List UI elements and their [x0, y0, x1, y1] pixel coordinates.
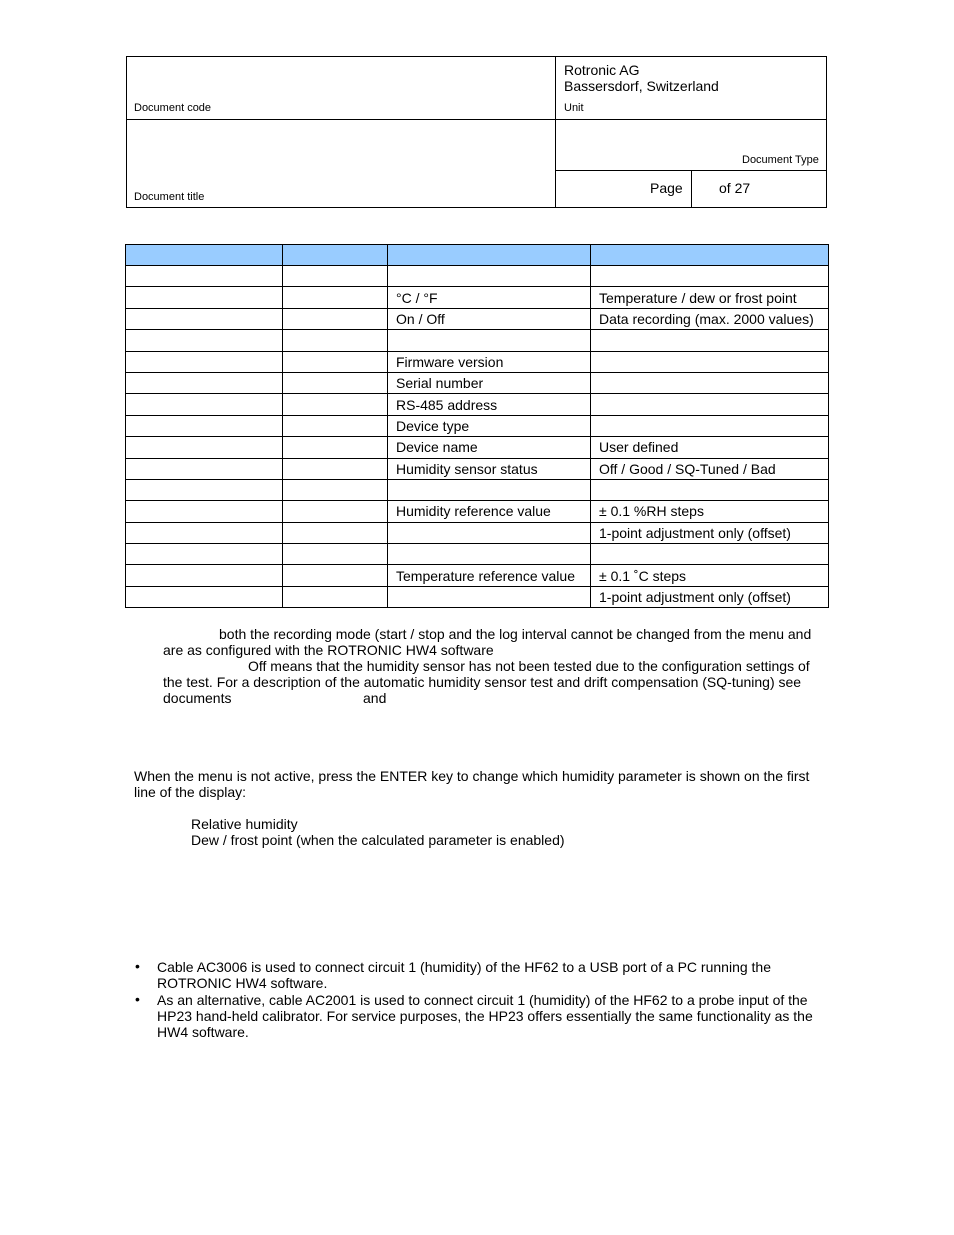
table-cell: User defined — [591, 437, 829, 458]
table-cell: ± 0.1 ˚C steps — [591, 565, 829, 586]
table-cell — [388, 522, 591, 543]
page-label: Page — [650, 180, 683, 196]
table-cell: Humidity reference value — [388, 501, 591, 522]
table-cell — [283, 565, 388, 586]
note-recording-line2: are as configured with the ROTRONIC HW4 software — [163, 642, 494, 658]
table-cell: Humidity sensor status — [388, 458, 591, 479]
table-row — [126, 565, 829, 586]
table-row — [126, 458, 829, 479]
table-cell: 1-point adjustment only (offset) — [591, 522, 829, 543]
document-title-label: Document title — [134, 191, 205, 203]
table-row — [126, 544, 829, 565]
table-cell — [591, 245, 829, 266]
table-cell — [591, 372, 829, 393]
enter-key-text-line1: When the menu is not active, press the ENTER key to change which humidity parameter is shown on the first — [134, 768, 810, 784]
option-dew-frost-point: Dew / frost point (when the calculated parameter is enabled) — [191, 832, 565, 848]
table-cell — [591, 415, 829, 436]
document-type-label: Document Type — [742, 154, 819, 166]
table-row — [126, 372, 829, 393]
table-cell — [126, 287, 283, 308]
table-cell — [283, 586, 388, 607]
table-row — [126, 479, 829, 500]
note-sensor-line3b: and — [363, 690, 387, 706]
table-row — [126, 287, 829, 308]
table-cell — [126, 522, 283, 543]
table-header-row — [126, 245, 829, 266]
table-cell — [283, 479, 388, 500]
note-sensor-line3a: documents — [163, 690, 232, 706]
table-cell — [126, 501, 283, 522]
table-row — [126, 266, 829, 287]
table-cell: Off / Good / SQ-Tuned / Bad — [591, 458, 829, 479]
table-row — [126, 415, 829, 436]
table-cell — [388, 544, 591, 565]
table-cell: Temperature reference value — [388, 565, 591, 586]
table-cell — [126, 394, 283, 415]
enter-key-text-line2: line of the display: — [134, 784, 247, 800]
table-row — [126, 586, 829, 607]
bullet2-line1: As an alternative, cable AC2001 is used to connect circuit 1 (humidity) of the HF62 to a probe input of the — [157, 992, 808, 1008]
table-cell — [126, 458, 283, 479]
table-cell — [388, 266, 591, 287]
table-cell — [283, 501, 388, 522]
note-sensor-line1: Off means that the humidity sensor has not been tested due to the configuration settings of — [248, 658, 810, 674]
table-cell — [388, 586, 591, 607]
table-cell — [283, 415, 388, 436]
table-cell — [591, 544, 829, 565]
note-sensor-line2: the test. For a description of the automatic humidity sensor test and drift compensation (SQ-tuning) see — [163, 674, 802, 690]
table-cell — [126, 330, 283, 351]
unit-label: Unit — [564, 102, 584, 114]
table-cell: Serial number — [388, 372, 591, 393]
table-cell — [591, 330, 829, 351]
note-recording-line1: both the recording mode (start / stop and the log interval cannot be changed from the menu and — [219, 626, 812, 642]
table-cell — [126, 415, 283, 436]
table-cell — [126, 586, 283, 607]
table-cell — [283, 287, 388, 308]
bullet-icon: • — [135, 958, 140, 974]
table-row — [126, 394, 829, 415]
table-cell — [126, 565, 283, 586]
table-cell — [388, 479, 591, 500]
company-name: Rotronic AG — [564, 62, 640, 78]
table-cell — [126, 308, 283, 329]
header-divider-vertical — [555, 56, 556, 208]
table-cell: Temperature / dew or frost point — [591, 287, 829, 308]
company-location: Bassersdorf, Switzerland — [564, 78, 719, 94]
table-cell — [126, 351, 283, 372]
table-row — [126, 351, 829, 372]
table-cell: Firmware version — [388, 351, 591, 372]
table-cell — [126, 437, 283, 458]
table-cell: °C / °F — [388, 287, 591, 308]
table-cell — [283, 266, 388, 287]
table-cell — [126, 372, 283, 393]
table-cell: Device type — [388, 415, 591, 436]
bullet2-line3: HW4 software. — [157, 1024, 249, 1040]
table-cell: 1-point adjustment only (offset) — [591, 586, 829, 607]
table-cell — [283, 308, 388, 329]
table-row — [126, 501, 829, 522]
header-divider-page-vertical — [691, 171, 692, 208]
page-count: of 27 — [719, 180, 751, 196]
table-cell — [283, 458, 388, 479]
table-cell — [126, 266, 283, 287]
table-cell: ± 0.1 %RH steps — [591, 501, 829, 522]
bullet1-line2: ROTRONIC HW4 software. — [157, 975, 328, 991]
table-cell — [283, 351, 388, 372]
table-row — [126, 437, 829, 458]
table-cell — [283, 522, 388, 543]
option-relative-humidity: Relative humidity — [191, 816, 298, 832]
table-cell — [283, 437, 388, 458]
table-cell — [591, 394, 829, 415]
table-cell — [388, 330, 591, 351]
table-row — [126, 522, 829, 543]
table-cell — [283, 394, 388, 415]
document-code-label: Document code — [134, 102, 212, 114]
table-cell: On / Off — [388, 308, 591, 329]
table-cell — [126, 245, 283, 266]
table-cell: Device name — [388, 437, 591, 458]
table-cell: Data recording (max. 2000 values) — [591, 308, 829, 329]
table-row — [126, 308, 829, 329]
table-cell — [126, 544, 283, 565]
bullet-icon: • — [135, 991, 140, 1007]
table-cell — [283, 372, 388, 393]
menu-table — [125, 244, 829, 608]
table-cell: RS-485 address — [388, 394, 591, 415]
table-cell — [591, 479, 829, 500]
table-cell — [591, 266, 829, 287]
bullet2-line2: HP23 hand-held calibrator. For service purposes, the HP23 offers essentially the same functionality as the — [157, 1008, 813, 1024]
table-cell — [388, 245, 591, 266]
table-cell — [283, 544, 388, 565]
header-divider-horizontal — [126, 119, 827, 120]
table-cell — [591, 351, 829, 372]
table-row — [126, 330, 829, 351]
bullet1-line1: Cable AC3006 is used to connect circuit 1 (humidity) of the HF62 to a USB port of a PC running the — [157, 959, 771, 975]
table-cell — [283, 330, 388, 351]
table-cell — [126, 479, 283, 500]
table-cell — [283, 245, 388, 266]
